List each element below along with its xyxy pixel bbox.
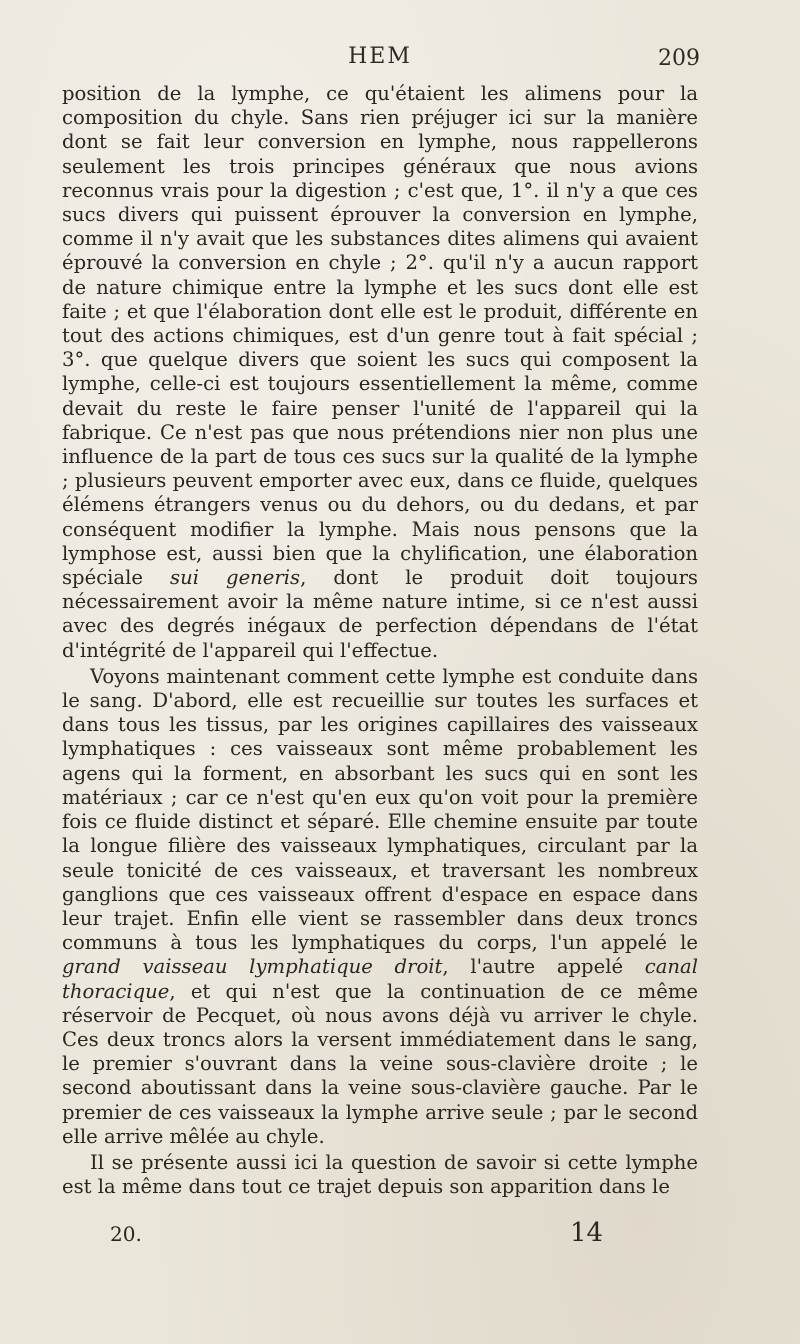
paragraph-2-text-b: , l'autre appelé xyxy=(442,955,624,979)
paragraph-2-text-c: , et qui n'est que la continuation de ce même réservoir de Pecquet, où nous avons déjà vu arriver le chyle. Ces deux troncs alors la versent immédiatement dans le sang, le premier s'ouvrant dans la veine sous-clavière droite ; le second aboutissant dans la veine sous-clavière gauche. Par le premier de ces vaisseaux la lymphe arrive seule ; par le second elle arrive mêlée au chyle. xyxy=(62,979,698,1148)
signature-mark: 20. xyxy=(110,1222,142,1246)
body-text xyxy=(62,82,698,1199)
paragraph-2-italic-b: canal thoracique xyxy=(62,955,699,1003)
paragraph-1 xyxy=(62,82,698,663)
paragraph-3 xyxy=(62,1151,698,1199)
paragraph-1-italic: sui generis xyxy=(170,566,301,590)
paragraph-2 xyxy=(62,665,698,1149)
paragraph-2-text-a: Voyons maintenant comment cette lymphe est conduite dans le sang. D'abord, elle est recueillie sur toutes les surfaces et dans tous les tissus, par les origines capillaires des vaisseaux lymphatiques : ces vaisseaux sont même probablement les agens qui la forment, en absorbant les sucs qui en sont les matériaux ; car ce n'est qu'en eux qu'on voit pour la première fois ce fluide distinct et séparé. Elle chemine ensuite par toute la longue filière des vaisseaux lymphatiques, circulant par la seule tonicité de ces vaisseaux, et traversant les nombreux ganglions que ces vaisseaux offrent d'espace en espace dans leur trajet. Enfin elle vient se rassembler dans deux troncs communs à tous les lymphatiques du corps, l'un appelé le xyxy=(62,664,698,955)
page-header xyxy=(60,44,700,80)
sheet-number: 14 xyxy=(570,1218,604,1248)
paragraph-1-text-a: position de la lymphe, ce qu'étaient les alimens pour la composition du chyle. Sans rien préjuger ici sur la manière dont se fait leur conversion en lymphe, nous rappellerons seulement les trois principes généraux que nous avions reconnus vrais pour la digestion ; c'est que, 1°. il n'y a que ces sucs divers qui puissent éprouver la conversion en lymphe, comme il n'y avait que les substances dites alimens qui avaient éprouvé la conversion en chyle ; 2°. qu'il n'y a aucun rapport de nature chimique entre la lymphe et les sucs dont elle est faite ; et que l'élaboration dont elle est le produit, différente en tout des actions chimiques, est d'un genre tout à fait spécial ; 3°. que quelque divers que soient les sucs qui composent la lymphe, celle-ci est toujours essentiellement la même, comme devait du reste le faire penser l'unité de l'appareil qui la fabrique. Ce n'est pas que nous prétendions nier non plus une influence de la part de tous ces sucs sur la qualité de la lymphe ; plusieurs peuvent emporter avec eux, dans ce fluide, quelques élémens étrangers venus ou du dehors, ou du dedans, et par conséquent modifier la lymphe. Mais nous pensons que la lymphose est, aussi bien que la chylification, une élaboration spéciale xyxy=(62,82,698,590)
paragraph-1-text-b: , dont le produit doit toujours nécessairement avoir la même nature intime, si ce n'est aussi avec des degrés inégaux de perfection dépendans de l'état d'intégrité de l'appareil qui l'effectue. xyxy=(62,566,698,662)
paragraph-2-italic-a: grand vaisseau lymphatique droit xyxy=(62,955,443,979)
page-footer xyxy=(60,1218,700,1252)
running-head: HEM xyxy=(348,44,412,69)
paragraph-3-text: Il se présente aussi ici la question de savoir si cette lymphe est la même dans tout ce trajet depuis son apparition dans le xyxy=(62,1150,698,1199)
page-number: 209 xyxy=(658,46,700,71)
